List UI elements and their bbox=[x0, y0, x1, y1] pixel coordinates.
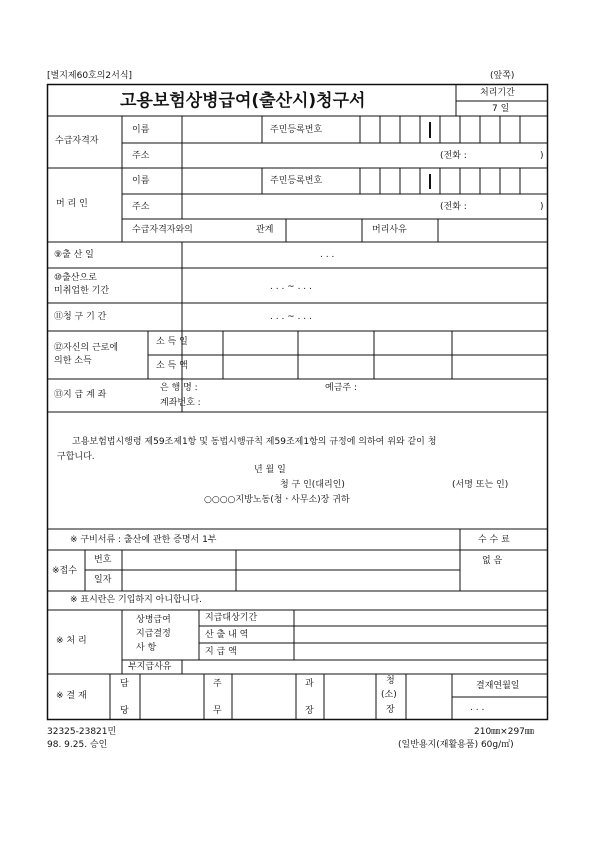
fee-value: 없 음 bbox=[482, 556, 503, 566]
required-documents: ※ 구비서류 : 출산에 관한 증명서 1부 bbox=[70, 535, 217, 545]
income-amount-label: 소 득 액 bbox=[156, 361, 188, 371]
calculation-detail-label: 산 출 내 역 bbox=[205, 630, 249, 640]
approval-staff-top: 담 bbox=[120, 679, 129, 689]
agent-rrn-label: 주민등록번호 bbox=[270, 176, 323, 186]
unemployed-period-value: . . . ~ . . . bbox=[270, 282, 312, 292]
agent-reason-label: 머리사유 bbox=[372, 225, 407, 235]
non-payment-reason-label: 부지급사유 bbox=[128, 662, 172, 672]
receipt-label: ※접수 bbox=[52, 566, 77, 576]
addressee: ○○○○지방노동(청ㆍ사무소)장 귀하 bbox=[204, 495, 350, 505]
receipt-date-label: 일자 bbox=[94, 575, 112, 585]
income-label-1: ⑫자신의 근로에 bbox=[54, 343, 119, 353]
bank-name-label: 은 행 명 : bbox=[160, 383, 198, 393]
front-side-label: (앞쪽) bbox=[490, 71, 515, 81]
processing-item-2: 지급결정 bbox=[136, 629, 171, 639]
processing-period-label: 처리기간 bbox=[480, 88, 515, 98]
paper-type: (일반용지(재활용품) 60g/㎡) bbox=[398, 740, 514, 750]
form-code: 32325-23821민 bbox=[47, 727, 117, 737]
paper-size: 210㎜×297㎜ bbox=[474, 727, 534, 737]
agent-relation-label: 수급자격자와의 bbox=[132, 225, 193, 235]
signature-note: (서명 또는 인) bbox=[452, 480, 509, 490]
claimant-rrn-label: 주민등록번호 bbox=[270, 125, 323, 135]
payment-amount-label: 지 급 액 bbox=[205, 647, 237, 657]
income-days-label: 소 득 일 bbox=[156, 337, 188, 347]
approval-date-label: 결재연월일 bbox=[476, 681, 520, 691]
birth-date-value: . . . bbox=[320, 250, 335, 260]
form-number: [별지제60호의2서식] bbox=[47, 71, 133, 81]
agent-address-label: 주소 bbox=[132, 202, 150, 212]
processing-section-label: ※ 처 리 bbox=[56, 636, 87, 646]
agent-section-label: 머 리 인 bbox=[56, 199, 88, 209]
payment-account-label: ⑬지 급 계 좌 bbox=[54, 390, 107, 400]
agent-name-label: 이름 bbox=[132, 176, 150, 186]
agent-phone-label: (전화 : bbox=[440, 202, 467, 212]
unemployed-period-label-2: 미취업한 기간 bbox=[54, 286, 110, 296]
statement-line-1: 고용보험법시행령 제59조제1항 및 동법시행규칙 제59조제1항의 규정에 의하여 위와 같이 청 bbox=[72, 437, 437, 447]
processing-period-value: 7 일 bbox=[492, 104, 510, 114]
receipt-number-label: 번호 bbox=[94, 555, 112, 565]
approval-head-top: 청 bbox=[386, 676, 395, 686]
claimant-signature-label: 청 구 인(대리인) bbox=[280, 480, 345, 490]
income-label-2: 의한 소득 bbox=[54, 356, 92, 366]
claim-period-value: . . . ~ . . . bbox=[270, 312, 312, 322]
office-use-note: ※ 표시란은 기입하지 아니합니다. bbox=[70, 595, 203, 605]
claimant-section-label: 수급자격자 bbox=[55, 136, 99, 146]
approval-section-chief-bottom: 장 bbox=[305, 706, 314, 716]
approval-main-top: 주 bbox=[213, 679, 222, 689]
approval-date-note: 98. 9.25. 승인 bbox=[47, 740, 108, 750]
approval-head-bottom: 장 bbox=[386, 705, 395, 715]
fee-label: 수 수 료 bbox=[478, 535, 510, 545]
form-title: 고용보험상병급여(출산시)청구서 bbox=[120, 91, 366, 111]
claimant-phone-label: (전화 : bbox=[440, 151, 467, 161]
depositor-label: 예금주 : bbox=[325, 383, 357, 393]
unemployed-period-label-1: ⑩출산으로 bbox=[54, 273, 97, 283]
claimant-phone-close: ) bbox=[540, 151, 544, 161]
payment-period-label: 지급대상기간 bbox=[205, 613, 258, 623]
approval-section-label: ※ 결 재 bbox=[56, 691, 87, 701]
birth-date-label: ⑨출 산 일 bbox=[54, 250, 94, 260]
approval-section-chief-top: 과 bbox=[305, 679, 314, 689]
processing-item-3: 사 항 bbox=[136, 643, 157, 653]
account-number-label: 계좌번호 : bbox=[160, 398, 201, 408]
approval-head-middle: (소) bbox=[381, 690, 397, 700]
agent-phone-close: ) bbox=[540, 202, 544, 212]
claimant-name-label: 이름 bbox=[132, 125, 150, 135]
claim-period-label: ⑪청 구 기 간 bbox=[54, 312, 107, 322]
approval-staff-bottom: 당 bbox=[120, 706, 129, 716]
statement-date: 년 월 일 bbox=[254, 465, 286, 475]
approval-date-value: . . . bbox=[470, 703, 485, 713]
agent-relation-suffix: 관계 bbox=[256, 225, 274, 235]
processing-item-1: 상병급여 bbox=[136, 615, 171, 625]
statement-line-2: 구합니다. bbox=[57, 452, 95, 462]
approval-main-bottom: 무 bbox=[213, 706, 222, 716]
claimant-address-label: 주소 bbox=[132, 151, 150, 161]
